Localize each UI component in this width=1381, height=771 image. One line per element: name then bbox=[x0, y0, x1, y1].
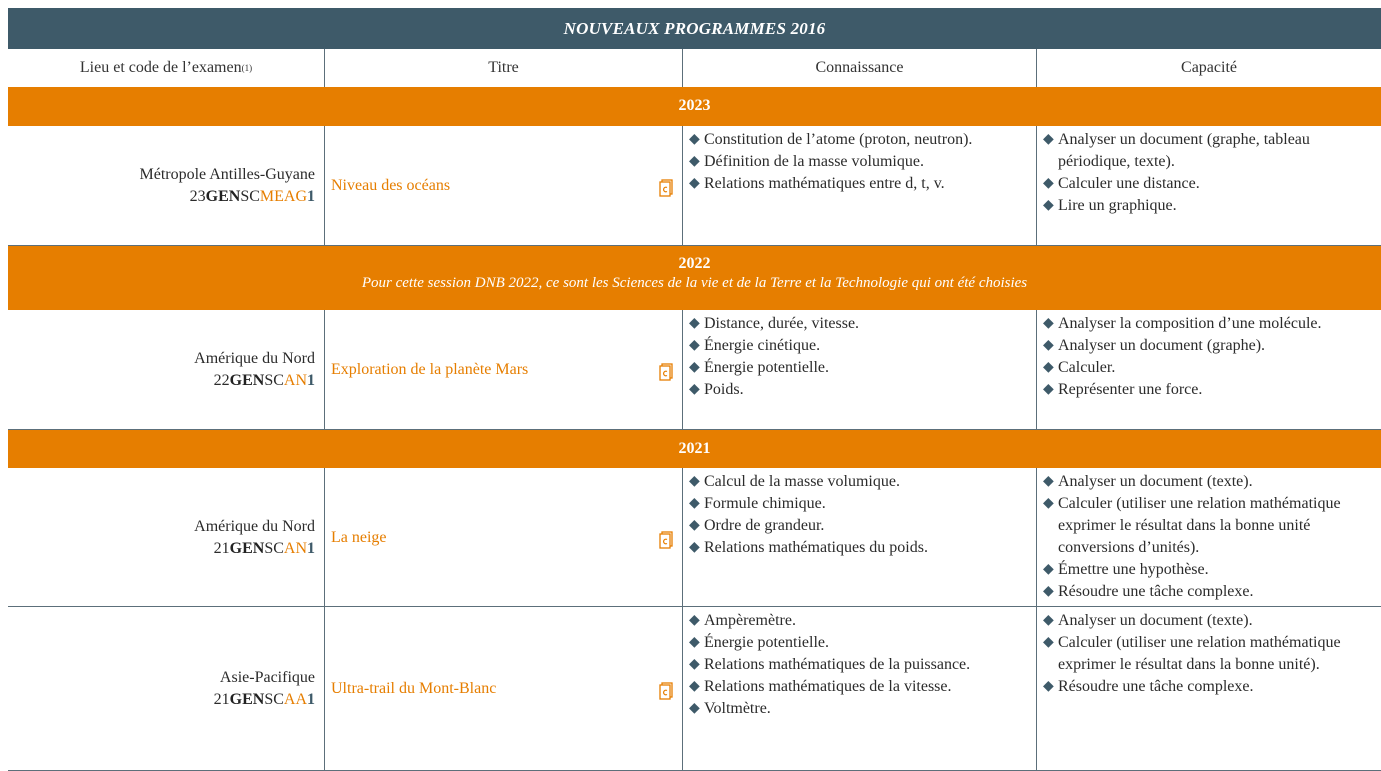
connaissance-item: ◆ Ampèremètre. bbox=[689, 610, 1036, 632]
cell-capacite bbox=[1036, 310, 1381, 430]
connaissance-item: ◆ Relations mathématiques entre d, t, v. bbox=[689, 173, 1036, 195]
connaissance-item: ◆ Ordre de grandeur. bbox=[689, 515, 1036, 537]
document-icon[interactable] bbox=[659, 531, 673, 549]
code-sc: SC bbox=[264, 691, 284, 708]
connaissance-item: ◆ Énergie cinétique. bbox=[689, 335, 1036, 357]
cell-connaissance bbox=[682, 468, 1036, 607]
year-label: 2022 bbox=[678, 255, 711, 272]
code-number: 1 bbox=[307, 372, 315, 389]
connaissance-item: ◆ Énergie potentielle. bbox=[689, 632, 1036, 654]
cell-lieu bbox=[8, 126, 324, 246]
connaissance-item: ◆ Définition de la masse volumique. bbox=[689, 151, 1036, 173]
table-banner: NOUVEAUX PROGRAMMES 2016 bbox=[8, 8, 1381, 49]
lieu-name: Amérique du Nord bbox=[194, 517, 315, 535]
connaissance-item: ◆ Relations mathématiques de la vitesse. bbox=[689, 676, 1036, 698]
cell-capacite bbox=[1036, 126, 1381, 246]
cell-connaissance bbox=[682, 126, 1036, 246]
code-location: MEAG bbox=[259, 188, 307, 205]
exam-code bbox=[190, 186, 315, 208]
connaissance-item: ◆ Voltmètre. bbox=[689, 698, 1036, 720]
capacite-item: ◆ Analyser un document (texte). bbox=[1043, 471, 1381, 493]
cell-capacite bbox=[1036, 607, 1381, 771]
capacite-item: ◆ Émettre une hypothèse. bbox=[1043, 559, 1381, 581]
capacite-item: ◆ Lire un graphique. bbox=[1043, 195, 1381, 217]
capacite-item: ◆ Analyser un document (graphe, tableau périodique, texte). bbox=[1043, 129, 1381, 173]
document-icon[interactable] bbox=[659, 179, 673, 197]
capacite-item: ◆ Calculer. bbox=[1043, 357, 1381, 379]
column-header-lieu-label: Lieu et code de l’examen bbox=[79, 59, 242, 76]
exam-code bbox=[214, 689, 315, 711]
code-location: AA bbox=[283, 691, 307, 708]
titre-link[interactable]: Ultra-trail du Mont-Blanc bbox=[331, 680, 497, 697]
capacite-item: ◆ Représenter une force. bbox=[1043, 379, 1381, 401]
code-year: 21 bbox=[213, 691, 230, 708]
connaissance-item: ◆ Énergie potentielle. bbox=[689, 357, 1036, 379]
code-year: 21 bbox=[213, 539, 230, 557]
year-band bbox=[8, 246, 1381, 310]
cell-lieu bbox=[8, 607, 324, 771]
column-header-lieu bbox=[8, 49, 324, 87]
code-number: 1 bbox=[307, 188, 315, 205]
cell-titre bbox=[324, 607, 682, 771]
column-header-connaissance: Connaissance bbox=[682, 49, 1036, 87]
year-note: Pour cette session DNB 2022, ce sont les Sciences de la vie et de la Terre et la Technologie qui ont été choisies bbox=[361, 275, 1028, 291]
cell-lieu bbox=[8, 468, 324, 607]
code-gen: GEN bbox=[205, 188, 241, 205]
programmes-table bbox=[8, 8, 1381, 771]
code-number: 1 bbox=[307, 691, 315, 708]
titre-link[interactable]: La neige bbox=[331, 528, 387, 546]
code-sc: SC bbox=[240, 188, 260, 205]
capacite-item: ◆ Analyser un document (graphe). bbox=[1043, 335, 1381, 357]
capacite-item: ◆ Analyser un document (texte). bbox=[1043, 610, 1381, 632]
connaissance-item: ◆ Relations mathématiques de la puissance. bbox=[689, 654, 1036, 676]
code-gen: GEN bbox=[229, 539, 265, 557]
connaissance-item: ◆ Calcul de la masse volumique. bbox=[689, 471, 1036, 493]
code-year: 22 bbox=[213, 372, 230, 389]
cell-connaissance bbox=[682, 607, 1036, 771]
connaissance-item: ◆ Formule chimique. bbox=[689, 493, 1036, 515]
year-label: 2021 bbox=[678, 440, 711, 457]
capacite-item: ◆ Calculer (utiliser une relation mathématique exprimer le résultat dans la bonne unité). bbox=[1043, 632, 1381, 676]
titre-link[interactable]: Exploration de la planète Mars bbox=[331, 361, 529, 378]
code-location: AN bbox=[283, 372, 307, 389]
lieu-name: Métropole Antilles-Guyane bbox=[139, 166, 315, 183]
code-location: AN bbox=[283, 539, 307, 557]
code-year: 23 bbox=[189, 188, 206, 205]
exam-code bbox=[214, 538, 315, 560]
exam-code bbox=[214, 370, 315, 392]
cell-lieu bbox=[8, 310, 324, 430]
capacite-item: ◆ Analyser la composition d’une molécule. bbox=[1043, 313, 1381, 335]
document-icon[interactable] bbox=[659, 682, 673, 700]
document-icon[interactable] bbox=[659, 363, 673, 381]
capacite-item: ◆ Résoudre une tâche complexe. bbox=[1043, 676, 1381, 698]
year-label: 2023 bbox=[678, 97, 711, 114]
capacite-item: ◆ Calculer (utiliser une relation mathématique exprimer le résultat dans la bonne unité conversions d’unités). bbox=[1043, 493, 1381, 559]
capacite-item: ◆ Calculer une distance. bbox=[1043, 173, 1381, 195]
code-sc: SC bbox=[264, 372, 284, 389]
cell-capacite bbox=[1036, 468, 1381, 607]
year-band bbox=[8, 87, 1381, 126]
code-number: 1 bbox=[307, 539, 315, 557]
code-gen: GEN bbox=[229, 372, 265, 389]
code-gen: GEN bbox=[229, 691, 265, 708]
lieu-name: Asie-Pacifique bbox=[219, 669, 315, 686]
column-header-capacite: Capacité bbox=[1036, 49, 1381, 87]
cell-titre bbox=[324, 126, 682, 246]
year-band bbox=[8, 430, 1381, 468]
connaissance-item: ◆ Constitution de l’atome (proton, neutron). bbox=[689, 129, 1036, 151]
lieu-name: Amérique du Nord bbox=[194, 350, 315, 367]
connaissance-item: ◆ Relations mathématiques du poids. bbox=[689, 537, 1036, 559]
column-header-titre: Titre bbox=[324, 49, 682, 87]
connaissance-item: ◆ Poids. bbox=[689, 379, 1036, 401]
titre-link[interactable]: Niveau des océans bbox=[331, 177, 451, 194]
capacite-item: ◆ Résoudre une tâche complexe. bbox=[1043, 581, 1381, 603]
connaissance-item: ◆ Distance, durée, vitesse. bbox=[689, 313, 1036, 335]
cell-titre bbox=[324, 310, 682, 430]
cell-titre bbox=[324, 468, 682, 607]
cell-connaissance bbox=[682, 310, 1036, 430]
footnote-marker: (1) bbox=[241, 63, 253, 73]
code-sc: SC bbox=[264, 539, 284, 557]
